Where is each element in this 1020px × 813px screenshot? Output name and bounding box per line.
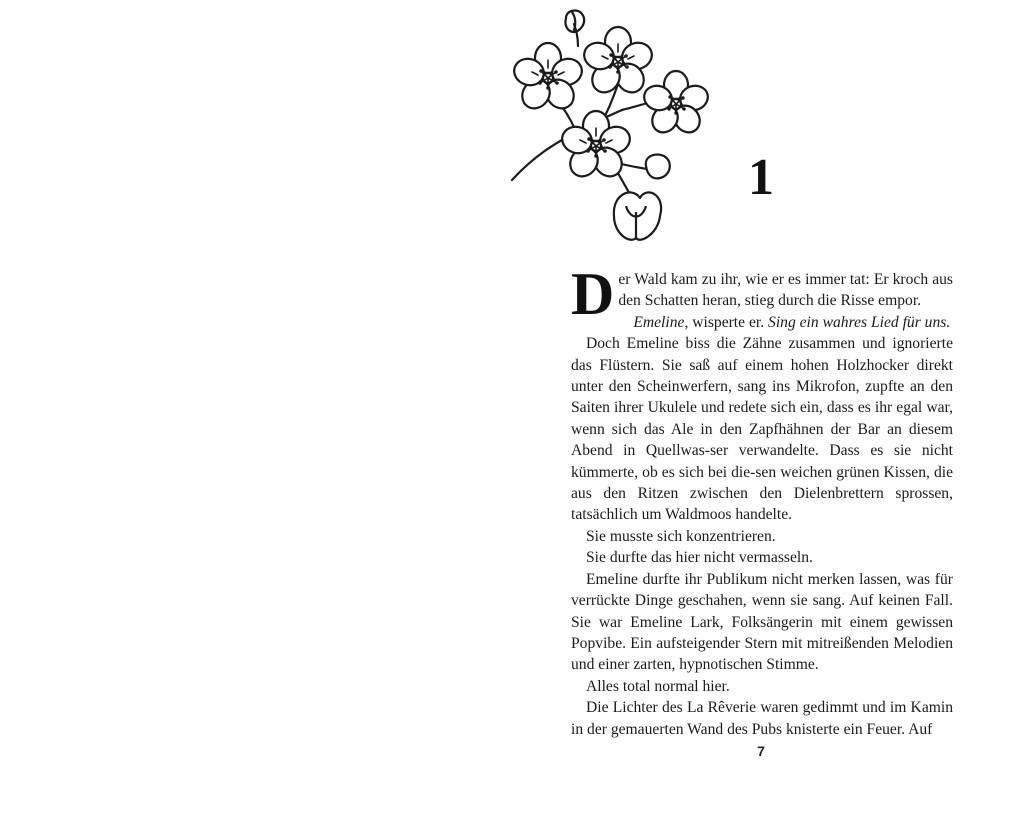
page-number: 7 bbox=[757, 743, 765, 759]
paragraph: Sie musste sich konzentrieren. bbox=[586, 527, 776, 545]
paragraph: Sie durfte das hier nicht vermasseln. bbox=[586, 549, 813, 567]
paragraph-text: er Wald kam zu ihr, wie er es immer tat: Er kroch aus den Schatten heran, stieg durch die Risse empor. bbox=[618, 271, 953, 310]
paragraph bbox=[571, 312, 953, 333]
paragraph: Emeline durfte ihr Publikum nicht merken lassen, was für verrückte Dinge geschahen, wenn sie sang. Auf keinen Fall. Sie war Emeline Lark, Folksängerin mit einem gewissen Popvibe. Ein aufsteigender Stern mit mitreißenden Melodien und einer zarten, hypnotischen Stimme. bbox=[571, 570, 953, 674]
paragraph: Die Lichter des La Rêverie waren gedimmt und im Kamin in der gemauerten Wand des Pubs knisterte ein Feuer. Auf bbox=[571, 699, 953, 738]
italic-text: Emeline bbox=[633, 313, 685, 331]
drop-cap: D bbox=[571, 261, 615, 327]
italic-text: Sing ein wahres Lied für uns. bbox=[768, 313, 951, 331]
chapter-body-text bbox=[571, 261, 953, 740]
paragraph: Doch Emeline biss die Zähne zusammen und ignorierte das Flüstern. Sie saß auf einem hohen Holzhocker direkt unter den Scheinwerfern, sang ins Mikrofon, zupfte an den Saiten ihrer Ukulele und redete sich ein, dass es ihr egal war, wenn sich das Ale in den Zapfhähnen der Bar an diesem Abend in Quellwas-ser verwandelte. Dass es sie nicht kümmerte, ob es sich bei die-sen weichen grünen Kissen, die aus den Ritzen zwischen den Dielenbrettern sprossen, tatsächlich um Waldmoos handelte. bbox=[571, 335, 953, 524]
paragraph: Alles total normal hier. bbox=[586, 677, 730, 695]
chapter-number: 1 bbox=[748, 149, 774, 206]
cherry-blossom-icon bbox=[504, 6, 720, 250]
paragraph-text: , wisperte er. bbox=[684, 313, 769, 331]
